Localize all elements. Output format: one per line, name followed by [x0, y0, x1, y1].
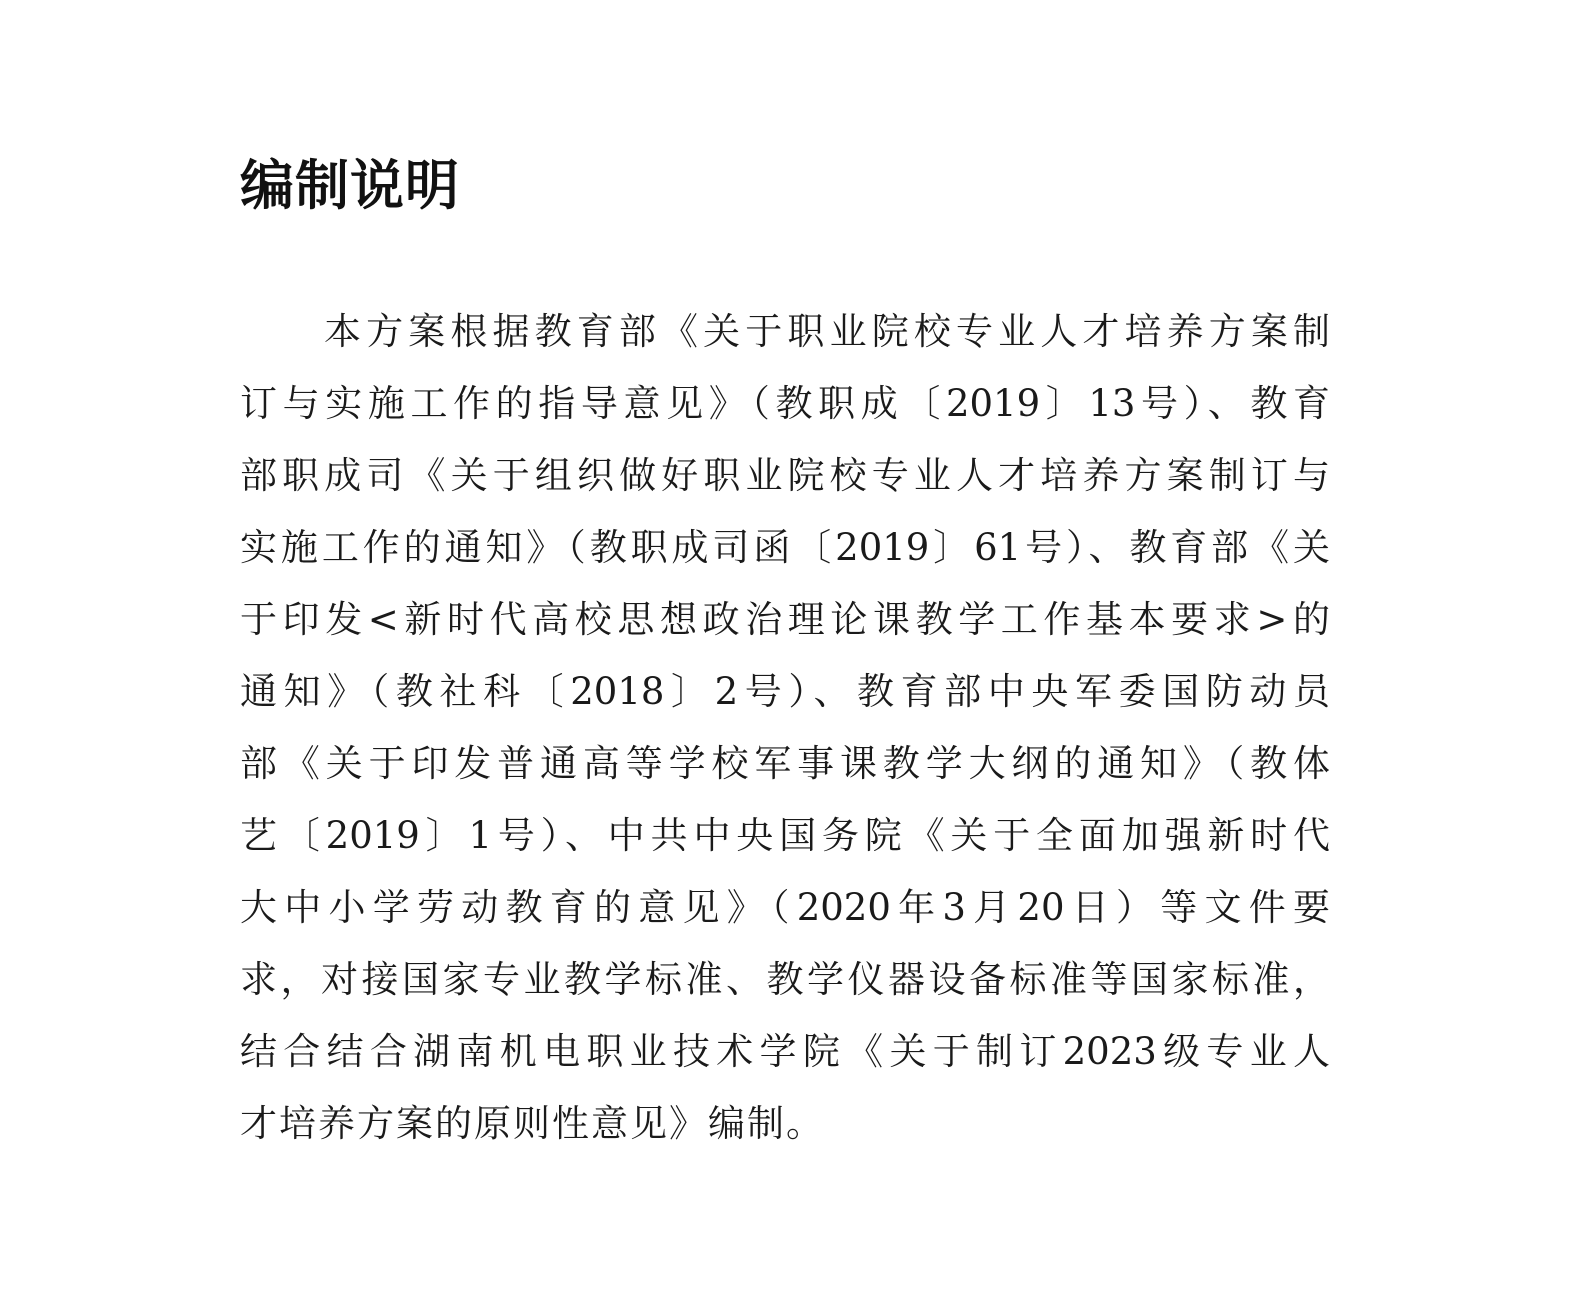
document-title: 编制说明	[240, 154, 460, 217]
paragraph-line: 订与实施工作的指导意见》（教职成〔2019〕13号）、教育	[240, 382, 1330, 425]
paragraph-line: 部职成司《关于组织做好职业院校专业人才培养方案制订与	[240, 454, 1330, 497]
paragraph-line: 实施工作的通知》（教职成司函〔2019〕61号）、教育部《关	[240, 526, 1330, 569]
paragraph-line: 于印发<新时代高校思想政治理论课教学工作基本要求>的	[240, 598, 1330, 641]
paragraph-line: 大中小学劳动教育的意见》（2020年3月20日）等文件要	[240, 886, 1330, 929]
paragraph-line: 部《关于印发普通高等学校军事课教学大纲的通知》（教体	[240, 742, 1330, 785]
paragraph-line-last: 才培养方案的原则性意见》编制。	[240, 1102, 825, 1145]
paragraph-line: 艺〔2019〕1号）、中共中央国务院《关于全面加强新时代	[240, 814, 1330, 857]
document-body	[240, 296, 1330, 1160]
paragraph-line: 结合结合湖南机电职业技术学院《关于制订2023级专业人	[240, 1030, 1330, 1073]
paragraph-line: 本方案根据教育部《关于职业院校专业人才培养方案制	[324, 310, 1330, 353]
paragraph-line: 通知》（教社科〔2018〕2号）、教育部中央军委国防动员	[240, 670, 1330, 713]
paragraph-line: 求，对接国家专业教学标准、教学仪器设备标准等国家标准，	[240, 958, 1330, 1001]
